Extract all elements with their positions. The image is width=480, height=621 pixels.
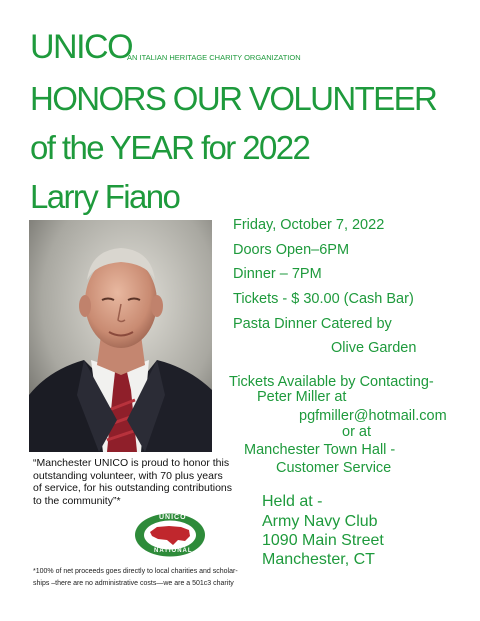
logo-bottom-text: NATIONAL — [154, 548, 193, 554]
headline-year: of the YEAR for 2022 — [30, 129, 310, 166]
contact-place: Manchester Town Hall - — [244, 442, 396, 458]
footnote: *100% of net proceeds goes directly to local charities and scholar-ships –there are no administrative costs—we are a 501c3 charity — [33, 568, 238, 587]
event-tickets: Tickets - $ 30.00 (Cash Bar) — [233, 291, 414, 307]
headline-honors: HONORS OUR VOLUNTEER — [30, 80, 437, 117]
event-dinner: Dinner – 7PM — [233, 266, 322, 282]
honoree-portrait — [29, 220, 212, 452]
event-caterer: Olive Garden — [331, 340, 417, 356]
unico-national-logo — [133, 512, 207, 558]
logo-top-text: UNICO — [159, 514, 187, 521]
brand-tagline: AN ITALIAN HERITAGE CHARITY ORGANIZATION — [127, 53, 301, 62]
contact-or: or at — [342, 424, 372, 440]
honoree-name: Larry Fiano — [30, 178, 180, 215]
contact-name: Peter Miller at — [257, 389, 347, 405]
event-catering: Pasta Dinner Catered by — [233, 316, 392, 332]
honoree-quote: “Manchester UNICO is proud to honor this outstanding volunteer, with 70 plus years of service, for his outstanding contributions to the community”* — [33, 457, 233, 507]
event-doors: Doors Open–6PM — [233, 242, 350, 258]
contact-department: Customer Service — [276, 460, 392, 476]
contact-email[interactable]: pgfmiller@hotmail.com — [299, 408, 447, 424]
venue-city: Manchester, CT — [262, 551, 375, 568]
venue-name: Army Navy Club — [262, 513, 378, 530]
venue-street: 1090 Main Street — [262, 532, 384, 549]
event-date: Friday, October 7, 2022 — [233, 217, 385, 233]
contact-heading: Tickets Available by Contacting- — [229, 374, 434, 390]
brand-title: UNICO — [30, 28, 133, 66]
venue-label: Held at - — [262, 493, 323, 510]
